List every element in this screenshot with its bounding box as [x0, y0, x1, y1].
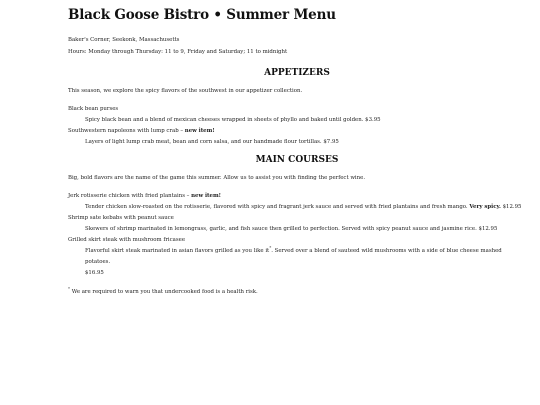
- menu-item-name: [68, 126, 526, 137]
- menu-item-name: [68, 235, 526, 246]
- new-item-badge: new item!: [184, 128, 215, 134]
- menu-item-description: [85, 202, 526, 213]
- appetizers-list: [68, 104, 526, 148]
- appetizers-heading: APPETIZERS: [264, 68, 330, 78]
- main-courses-list: [68, 191, 526, 279]
- menu-item-description: [85, 137, 526, 148]
- new-item-badge: new item!: [191, 193, 222, 199]
- appetizers-intro: This season, we explore the spicy flavors of the southwest in our appetizer collection.: [68, 88, 303, 94]
- item-description-text: . Served over a blend of sauteed wild mushrooms with a side of blue cheese mashed potatoes.: [85, 248, 502, 265]
- menu-item-name: [68, 191, 526, 202]
- item-price: $16.95: [85, 270, 104, 276]
- menu-item-name: [68, 213, 526, 224]
- menu-item-description: [85, 246, 526, 279]
- item-price: $12.95: [502, 204, 522, 210]
- main-courses-intro: Big, bold flavors are the name of the game this summer. Allow us to assist you with finding the perfect wine.: [68, 175, 366, 181]
- menu-item-name: [68, 104, 526, 115]
- item-description-text: Layers of light lump crab meat, bean and corn salsa, and our handmade flour tortillas.: [85, 139, 322, 145]
- item-description-text: Spicy black bean and a blend of mexican cheeses wrapped in sheets of phyllo and baked until golden.: [85, 117, 364, 123]
- item-price: $12.95: [478, 226, 498, 232]
- footnote-marker: *: [68, 286, 70, 292]
- footnote-text: We are required to warn you that undercooked food is a health risk.: [70, 289, 258, 295]
- item-name-text: Black bean purses: [68, 106, 119, 112]
- restaurant-info: [68, 34, 526, 58]
- footnote: [68, 288, 526, 297]
- item-description-text: Flavorful skirt steak marinated in asian flavors grilled as you like it: [85, 248, 270, 254]
- hours-text: Hours: Monday through Thursday: 11 to 9, Friday and Saturday; 11 to midnight: [68, 49, 288, 55]
- item-name-text: Grilled skirt steak with mushroom fricasee: [68, 237, 186, 243]
- address-text: Baker's Corner, Seekonk, Massachusetts: [68, 37, 180, 43]
- item-description-text: Skewers of shrimp marinated in lemongrass, garlic, and fish sauce then grilled to perfection. Served with spicy peanut sauce and jasmine rice.: [85, 226, 477, 232]
- item-price: $7.95: [323, 139, 339, 145]
- footnote-marker: *: [269, 245, 272, 251]
- item-description-text: Tender chicken slow-roasted on the rotisserie, flavored with spicy and fragrant jerk sauce and served with fried plantains and fresh mango.: [85, 204, 468, 210]
- item-name-text: Shrimp sate kebabs with peanut sauce: [68, 215, 174, 221]
- page-title: Black Goose Bistro • Summer Menu: [68, 7, 336, 23]
- spicy-label: Very spicy.: [469, 204, 501, 210]
- menu-item-description: [85, 115, 526, 126]
- item-price: $3.95: [365, 117, 381, 123]
- item-name-text: Jerk rotisserie chicken with fried plantains –: [68, 193, 190, 199]
- main-courses-heading: MAIN COURSES: [255, 155, 339, 165]
- item-name-text: Southwestern napoleons with lump crab –: [68, 128, 184, 134]
- menu-item-description: [85, 224, 526, 235]
